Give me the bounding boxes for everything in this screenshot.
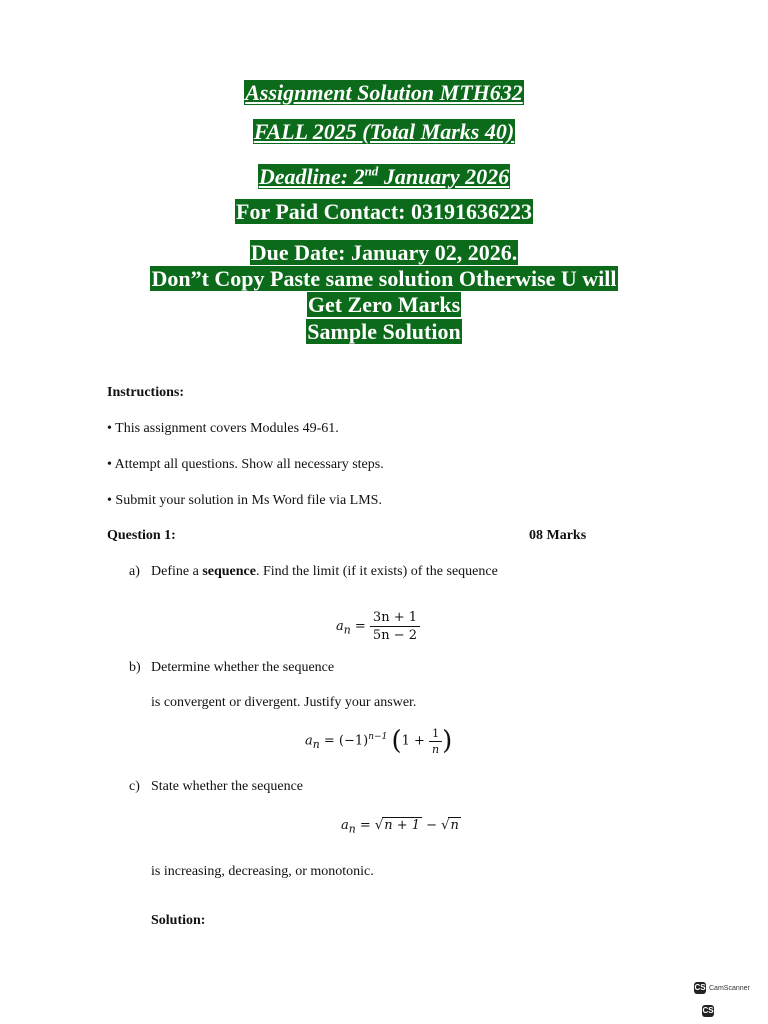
question-title: Question 1: — [107, 528, 176, 543]
solution-heading: Solution: — [151, 913, 206, 928]
instruction-item: • This assignment covers Modules 49-61. — [107, 421, 339, 436]
part-a-text: Define a sequence. Find the limit (if it exists) of the sequence — [151, 564, 498, 579]
sample-solution-line: Sample Solution — [307, 319, 461, 344]
camscanner-logo-icon: CS — [694, 983, 706, 992]
contact-line: For Paid Contact: 03191636223 — [236, 199, 532, 224]
formula-c: $a_n = √n + 1 - √n$ — [341, 818, 459, 836]
title-line-1: Assignment Solution MTH632 — [245, 80, 523, 105]
part-c-text-2: is increasing, decreasing, or monotonic. — [151, 864, 374, 879]
part-b-text-2: is convergent or divergent. Justify your answer. — [151, 695, 417, 710]
part-c-label: c) — [129, 779, 140, 794]
warning-line-2: Get Zero Marks — [307, 292, 461, 317]
warning-line-1: Don”t Copy Paste same solution Otherwise U will — [151, 266, 617, 291]
formula-b: $a_n = (-1)^{n-1}$ (1 + $\frac{1}{n}$ ) — [305, 726, 453, 756]
part-b-text: Determine whether the sequence — [151, 660, 335, 675]
deadline-line: Deadline: 2nd January 2026 — [258, 164, 510, 190]
question-marks: 08 Marks — [529, 528, 587, 543]
part-c-text: State whether the sequence — [151, 779, 303, 794]
camscanner-logo-icon: CS — [702, 1006, 714, 1015]
camscanner-brand: CamScanner — [709, 985, 750, 992]
part-a-label: a) — [129, 564, 140, 579]
part-b-label: b) — [129, 660, 141, 675]
instruction-item: • Attempt all questions. Show all necessary steps. — [107, 457, 384, 472]
due-date-line: Due Date: January 02, 2026. — [250, 240, 518, 265]
formula-a: $a_n$ = $\frac{3n + 1}{5n - 2}$ — [336, 610, 420, 643]
title-line-2: FALL 2025 (Total Marks 40) — [253, 119, 515, 144]
instruction-item: • Submit your solution in Ms Word file via LMS. — [107, 493, 382, 508]
instructions-title: Instructions: — [107, 385, 185, 400]
